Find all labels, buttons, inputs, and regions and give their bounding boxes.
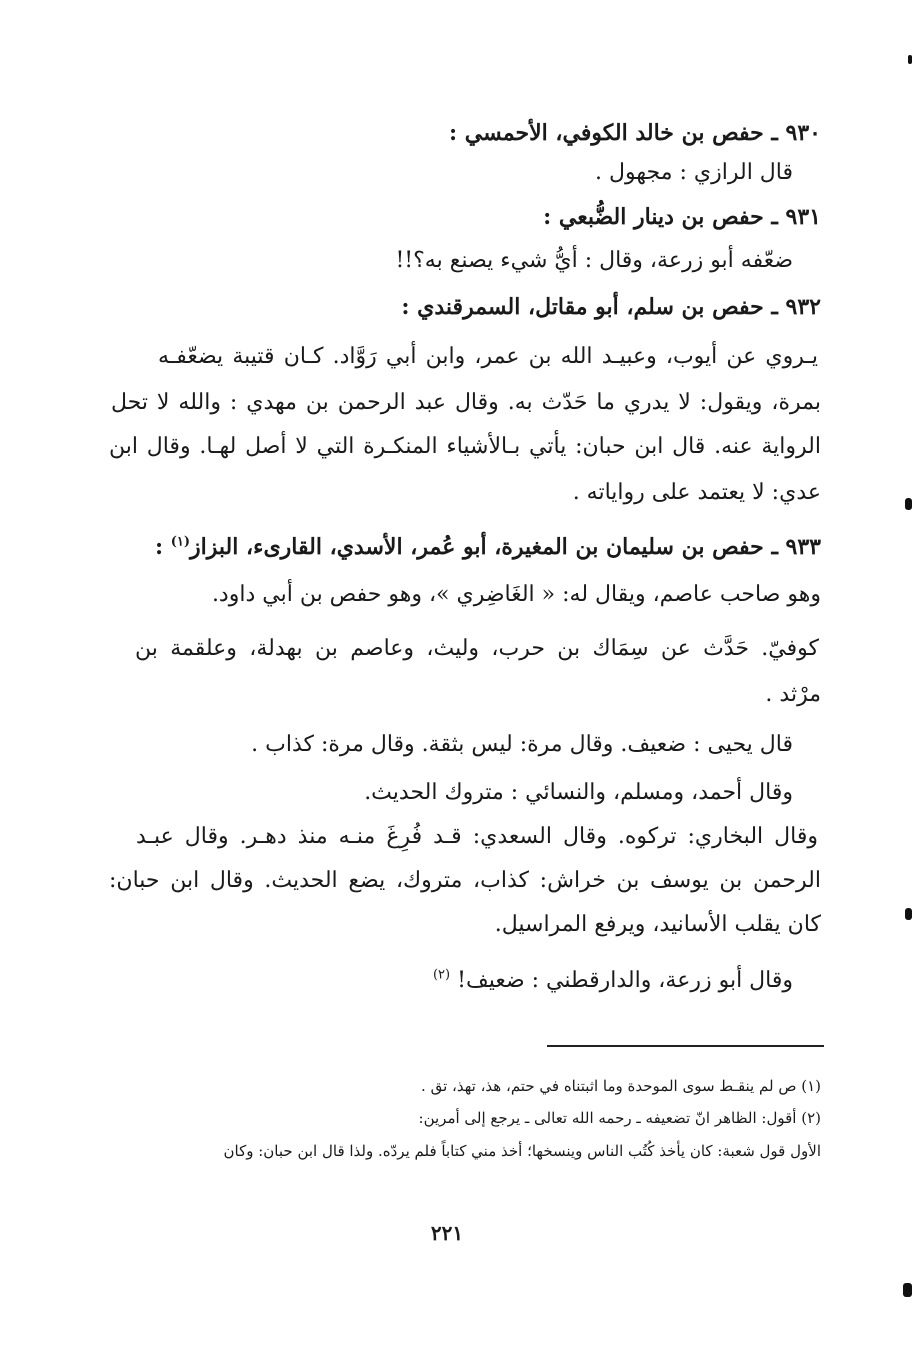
footnote-2-continuation-text: الأول قول شعبة: كان يأخذ كُتُب الناس وينسخها؛ أخذ مني كتاباً فلم يردّه. ولذا قال ابن حبان: وكان [223, 1142, 821, 1160]
entry-heading-931: ٩٣١ ـ حفص بن دينار الضُّبعي : [543, 204, 821, 230]
footnote-ref-1: (١) [170, 534, 191, 550]
entry-text-933-line-3: مرْثد . [765, 682, 821, 707]
entry-heading-933-tail: : [154, 534, 171, 560]
entry-text-931-line-1: ضعّفه أبو زرعة، وقال : أيُّ شيء يصنع به؟!! [395, 248, 793, 273]
entry-text-933-line-4: قال يحيى : ضعيف. وقال مرة: ليس بثقة. وقال مرة: كذاب . [251, 732, 793, 757]
page-number: ٢٢١ [430, 1221, 464, 1245]
entry-text-932-line-2: بمرة، ويقول: لا يدري ما حَدّث به. وقال عبد الرحمن بن مهدي : والله لا تحل [111, 390, 821, 415]
scan-speck [903, 1283, 912, 1297]
footnote-2: (٢) أقول: الظاهر انّ تضعيفه ـ رحمه الله تعالى ـ يرجع إلى أمرين: [418, 1109, 821, 1127]
entry-heading-933-text: ٩٣٣ ـ حفص بن سليمان بن المغيرة، أبو عُمر، الأسدي، القارىء، البزاز [190, 534, 821, 560]
entry-text-933-line-7: الرحمن بن يوسف بن خراش: كذاب، متروك، يضع الحديث. وقال ابن حبان: [109, 868, 821, 893]
entry-text-932-line-1: يـروي عن أيوب، وعبيـد الله بن عمر، وابن أبي رَوَّاد. كـان قتيبة يضعّفـه [158, 344, 818, 369]
entry-text-933-line-5: وقال أحمد، ومسلم، والنسائي : متروك الحديث. [364, 780, 793, 805]
entry-text-932-line-4: عدي: لا يعتمد على رواياته . [572, 480, 821, 505]
footnote-2-continuation [224, 1141, 822, 1161]
footnote-ref-2: (٢) [432, 967, 451, 983]
entry-heading-932: ٩٣٢ ـ حفص بن سلم، أبو مقاتل، السمرقندي : [401, 294, 821, 320]
entry-text-930-line-1: قال الرازي : مجهول . [595, 160, 793, 185]
entry-text-933-line-9 [433, 966, 793, 996]
scan-speck [905, 498, 912, 510]
scan-speck [905, 908, 912, 920]
entry-text-933-line-9-text: وقال أبو زرعة، والدارقطني : ضعيف! [457, 968, 793, 993]
entry-text-933-line-2: كوفيّ. حَدَّث عن سِمَاك بن حرب، وليث، وعاصم بن بهدلة، وعلقمة بن [135, 636, 819, 661]
footnote-1: (١) ص لم ينقـط سوى الموحدة وما اثبتناه في حتم، هذ، تهذ، تق . [421, 1077, 821, 1095]
entry-heading-933 [155, 532, 821, 562]
entry-text-932-line-3: الرواية عنه. قال ابن حبان: يأتي بـالأشياء المنكـرة التي لا أصل لهـا. وقال ابن [109, 434, 821, 459]
entry-heading-930: ٩٣٠ ـ حفص بن خالد الكوفي، الأحمسي : [449, 120, 821, 146]
footnote-separator [547, 1045, 824, 1047]
entry-text-933-line-1: وهو صاحب عاصم، ويقال له: « الغَاضِري »، وهو حفص بن أبي داود. [211, 582, 821, 607]
entry-text-933-line-8: كان يقلب الأسانيد، ويرفع المراسيل. [494, 912, 821, 937]
entry-text-933-line-6: وقال البخاري: تركوه. وقال السعدي: قـد فُرِغَ منـه منذ دهـر. وقال عبـد [136, 824, 818, 849]
scan-speck [908, 55, 912, 64]
